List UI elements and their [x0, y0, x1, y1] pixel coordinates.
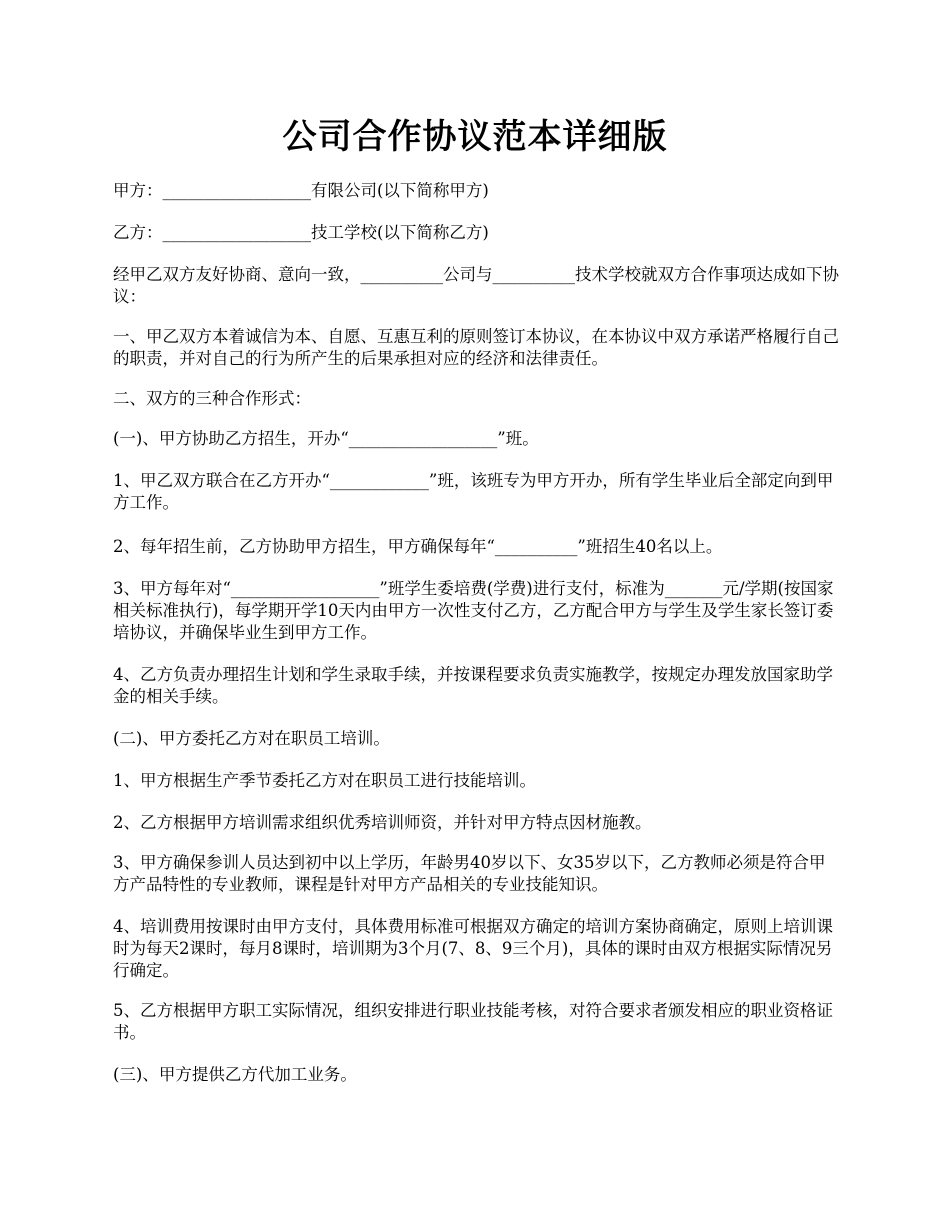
- section-3-heading: (三)、甲方提供乙方代加工业务。: [113, 1065, 357, 1084]
- section-1-item-4: 4、乙方负责办理招生计划和学生录取手续，并按课程要求负责实施教学，按规定办理发放国家助学金的相关手续。: [113, 665, 833, 706]
- section-2-item-2: 2、乙方根据甲方培训需求组织优秀培训师资，并针对甲方特点因材施教。: [113, 813, 652, 832]
- section-1-heading: (一)、甲方协助乙方招生，开办“__________________”班。: [113, 429, 539, 448]
- clause-2-heading: 二、双方的三种合作形式：: [113, 389, 311, 408]
- clause-1-paragraph: 一、甲乙双方本着诚信为本、自愿、互惠互利的原则签订本协议，在本协议中双方承诺严格履行自己的职责，并对自己的行为所产生的后果承担对应的经济和法律责任。: [113, 327, 839, 368]
- section-1-item-3: 3、甲方每年对“__________________”班学生委培费(学费)进行支付，标准为_______元/学期(按国家相关标准执行)，每学期开学10天内由甲方一次性支付乙方，乙方配合甲方与学生及学生家长签订委培协议，并确保毕业生到甲方工作。: [113, 579, 834, 642]
- section-2-item-4: 4、培训费用按课时由甲方支付，具体费用标准可根据双方确定的培训方案协商确定，原则上培训课时为每天2课时，每月8课时，培训期为3个月(7、8、9三个月)，具体的课时由双方根据实际情况另行确定。: [113, 917, 833, 980]
- section-1-item-1: 1、甲乙双方联合在乙方开办“____________”班，该班专为甲方开办，所有学生毕业后全部定向到甲方工作。: [113, 471, 834, 512]
- document-title: 公司合作协议范本详细版: [282, 117, 668, 157]
- party-b-line: 乙方：__________________技工学校(以下简称乙方): [113, 223, 489, 242]
- party-a-line: 甲方：__________________有限公司(以下简称甲方): [113, 181, 489, 200]
- section-2-item-5: 5、乙方根据甲方职工实际情况，组织安排进行职业技能考核，对符合要求者颁发相应的职业资格证书。: [113, 1001, 833, 1042]
- section-2-item-3: 3、甲方确保参训人员达到初中以上学历，年龄男40岁以下、女35岁以下，乙方教师必须是符合甲方产品特性的专业教师，课程是针对甲方产品相关的专业技能知识。: [113, 853, 826, 894]
- section-2-item-1: 1、甲方根据生产季节委托乙方对在职员工进行技能培训。: [113, 771, 536, 790]
- preamble-paragraph: 经甲乙双方友好协商、意向一致，__________公司与__________技术学校就双方合作事项达成如下协议：: [113, 265, 839, 306]
- section-2-heading: (二)、甲方委托乙方对在职员工培训。: [113, 729, 390, 748]
- section-1-item-2: 2、每年招生前，乙方协助甲方招生，甲方确保每年“__________”班招生40名以上。: [113, 537, 723, 556]
